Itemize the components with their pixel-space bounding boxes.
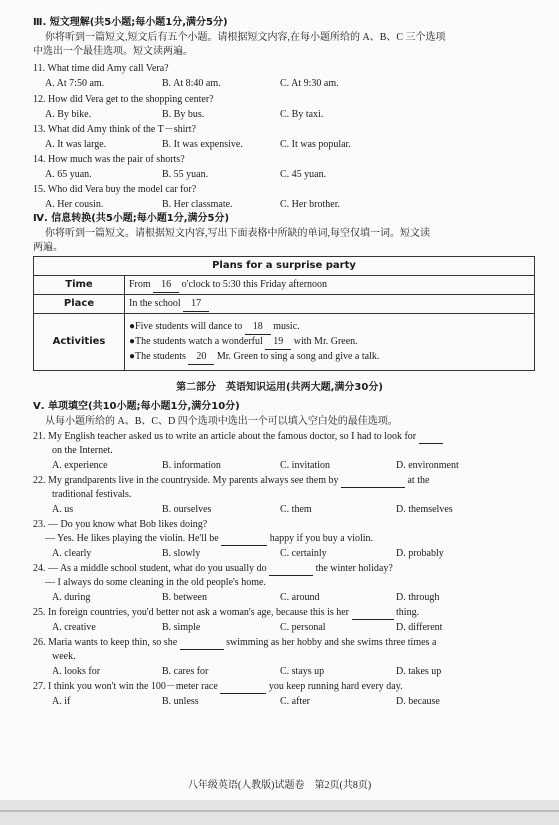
activity-1: ●Five students will dance to 18 music. — [129, 320, 530, 335]
option: A. At 7:50 am. — [45, 78, 105, 89]
option: B. between — [162, 592, 207, 603]
option: B. Her classmate. — [162, 199, 233, 210]
question-25: 25. In foreign countries, you'd better not ask a woman's age, because this is her thing. — [33, 607, 420, 618]
option: D. through — [396, 592, 440, 603]
option: A. during — [52, 592, 91, 603]
option: C. them — [280, 504, 312, 515]
option: A. It was large. — [45, 139, 107, 150]
blank-16[interactable]: 16 — [153, 278, 179, 293]
question-22: 22. My grandparents live in the countryside. My parents always see them by at the — [33, 475, 430, 486]
page-footer: 八年级英语(人教版)试题卷 第2页(共8页) — [187, 780, 372, 791]
option: B. simple — [162, 622, 201, 633]
blank-19[interactable]: 19 — [265, 335, 291, 350]
section-4-instruction: 你将听到一篇短文。请根据短文内容,写出下面表格中所缺的单词,每空仅填一词。短文读 — [45, 228, 430, 239]
option: B. At 8:40 am. — [162, 78, 221, 89]
part-2-heading: 第二部分 英语知识运用(共两大题,满分30分) — [176, 382, 383, 393]
blank-17[interactable]: 17 — [183, 297, 209, 312]
question-21-cont: on the Internet. — [52, 445, 113, 456]
option: C. 45 yuan. — [280, 169, 327, 180]
scan-line — [0, 810, 559, 812]
option: C. stays up — [280, 666, 325, 677]
option: D. themselves — [396, 504, 453, 515]
option: A. clearly — [52, 548, 92, 559]
option: B. information — [162, 460, 221, 471]
option: C. around — [280, 592, 320, 603]
place-label: Place — [34, 295, 125, 314]
blank-23[interactable] — [221, 532, 267, 546]
scan-border — [0, 800, 559, 825]
section-3-instruction: 你将听到一篇短文,短文后有五个小题。请根据短文内容,在每小题所给的 A、B、C 三个选项 — [45, 32, 446, 43]
option: A. By bike. — [45, 109, 92, 120]
option: C. At 9:30 am. — [280, 78, 339, 89]
time-label: Time — [34, 276, 125, 295]
question-21: 21. My English teacher asked us to write an article about the famous doctor, so I had to look for — [33, 430, 443, 444]
blank-25[interactable] — [352, 606, 394, 620]
option: D. because — [396, 696, 440, 707]
question-23-cont: — Yes. He likes playing the violin. He'll be happy if you buy a violin. — [45, 533, 374, 544]
question-23: 23. — Do you know what Bob likes doing? — [33, 519, 208, 530]
option: C. It was popular. — [280, 139, 351, 150]
time-cell: From 16 o'clock to 5:30 this Friday afternoon — [125, 276, 535, 295]
activities-cell — [125, 314, 535, 371]
option: B. unless — [162, 696, 199, 707]
option: C. personal — [280, 622, 326, 633]
option: D. probably — [396, 548, 444, 559]
question-14: 14. How much was the pair of shorts? — [33, 154, 185, 165]
question-26: 26. Maria wants to keep thin, so she swimming as her hobby and she swims three times a — [33, 637, 437, 648]
option: B. By bus. — [162, 109, 205, 120]
question-22-cont: traditional festivals. — [52, 489, 132, 500]
activity-2: ●The students watch a wonderful 19 with Mr. Green. — [129, 335, 530, 350]
activity-3: ●The students 20 Mr. Green to sing a song and give a talk. — [129, 350, 530, 365]
option: C. after — [280, 696, 310, 707]
option: C. By taxi. — [280, 109, 324, 120]
option: B. It was expensive. — [162, 139, 243, 150]
question-26-cont: week. — [52, 651, 76, 662]
blank-18[interactable]: 18 — [245, 320, 271, 335]
option: B. slowly — [162, 548, 201, 559]
question-12: 12. How did Vera get to the shopping center? — [33, 94, 214, 105]
option: A. Her cousin. — [45, 199, 104, 210]
option: D. takes up — [396, 666, 442, 677]
question-27: 27. I think you won't win the 100－meter race you keep running hard every day. — [33, 681, 403, 692]
blank-24[interactable] — [269, 562, 313, 576]
question-24-cont: — I always do some cleaning in the old people's home. — [45, 577, 266, 588]
option: A. 65 yuan. — [45, 169, 92, 180]
option: A. experience — [52, 460, 108, 471]
section-4-heading: Ⅳ. 信息转换(共5小题;每小题1分,满分5分) — [33, 213, 230, 224]
question-13: 13. What did Amy think of the T－shirt? — [33, 124, 196, 135]
option: C. Her brother. — [280, 199, 340, 210]
option: B. cares for — [162, 666, 209, 677]
option: B. ourselves — [162, 504, 212, 515]
option: A. if — [52, 696, 71, 707]
question-24: 24. — As a middle school student, what do you usually do the winter holiday? — [33, 563, 393, 574]
blank-26[interactable] — [180, 636, 224, 650]
section-5-instruction: 从每小题所给的 A、B、C、D 四个选项中选出一个可以填入空白处的最佳选项。 — [45, 416, 398, 427]
option: A. us — [52, 504, 74, 515]
blank-22[interactable] — [341, 474, 405, 488]
option: C. invitation — [280, 460, 330, 471]
blank-21[interactable] — [419, 430, 443, 444]
question-15: 15. Who did Vera buy the model car for? — [33, 184, 197, 195]
blank-20[interactable]: 20 — [188, 350, 214, 365]
option: C. certainly — [280, 548, 327, 559]
section-4-instruction-cont: 两遍。 — [33, 242, 63, 253]
question-11: 11. What time did Amy call Vera? — [33, 63, 169, 74]
blank-27[interactable] — [220, 680, 266, 694]
option: D. different — [396, 622, 443, 633]
option: B. 55 yuan. — [162, 169, 209, 180]
section-5-heading: Ⅴ. 单项填空(共10小题;每小题1分,满分10分) — [33, 401, 240, 412]
place-cell: In the school 17 — [125, 295, 535, 314]
section-3-heading: Ⅲ. 短文理解(共5小题;每小题1分,满分5分) — [33, 17, 228, 28]
activities-label: Activities — [34, 314, 125, 371]
section-3-instruction-cont: 中选出一个最佳选项。短文读两遍。 — [33, 46, 193, 57]
plans-table — [33, 256, 535, 371]
option: A. creative — [52, 622, 96, 633]
table-title: Plans for a surprise party — [34, 257, 535, 276]
option: D. environment — [396, 460, 459, 471]
option: A. looks for — [52, 666, 101, 677]
